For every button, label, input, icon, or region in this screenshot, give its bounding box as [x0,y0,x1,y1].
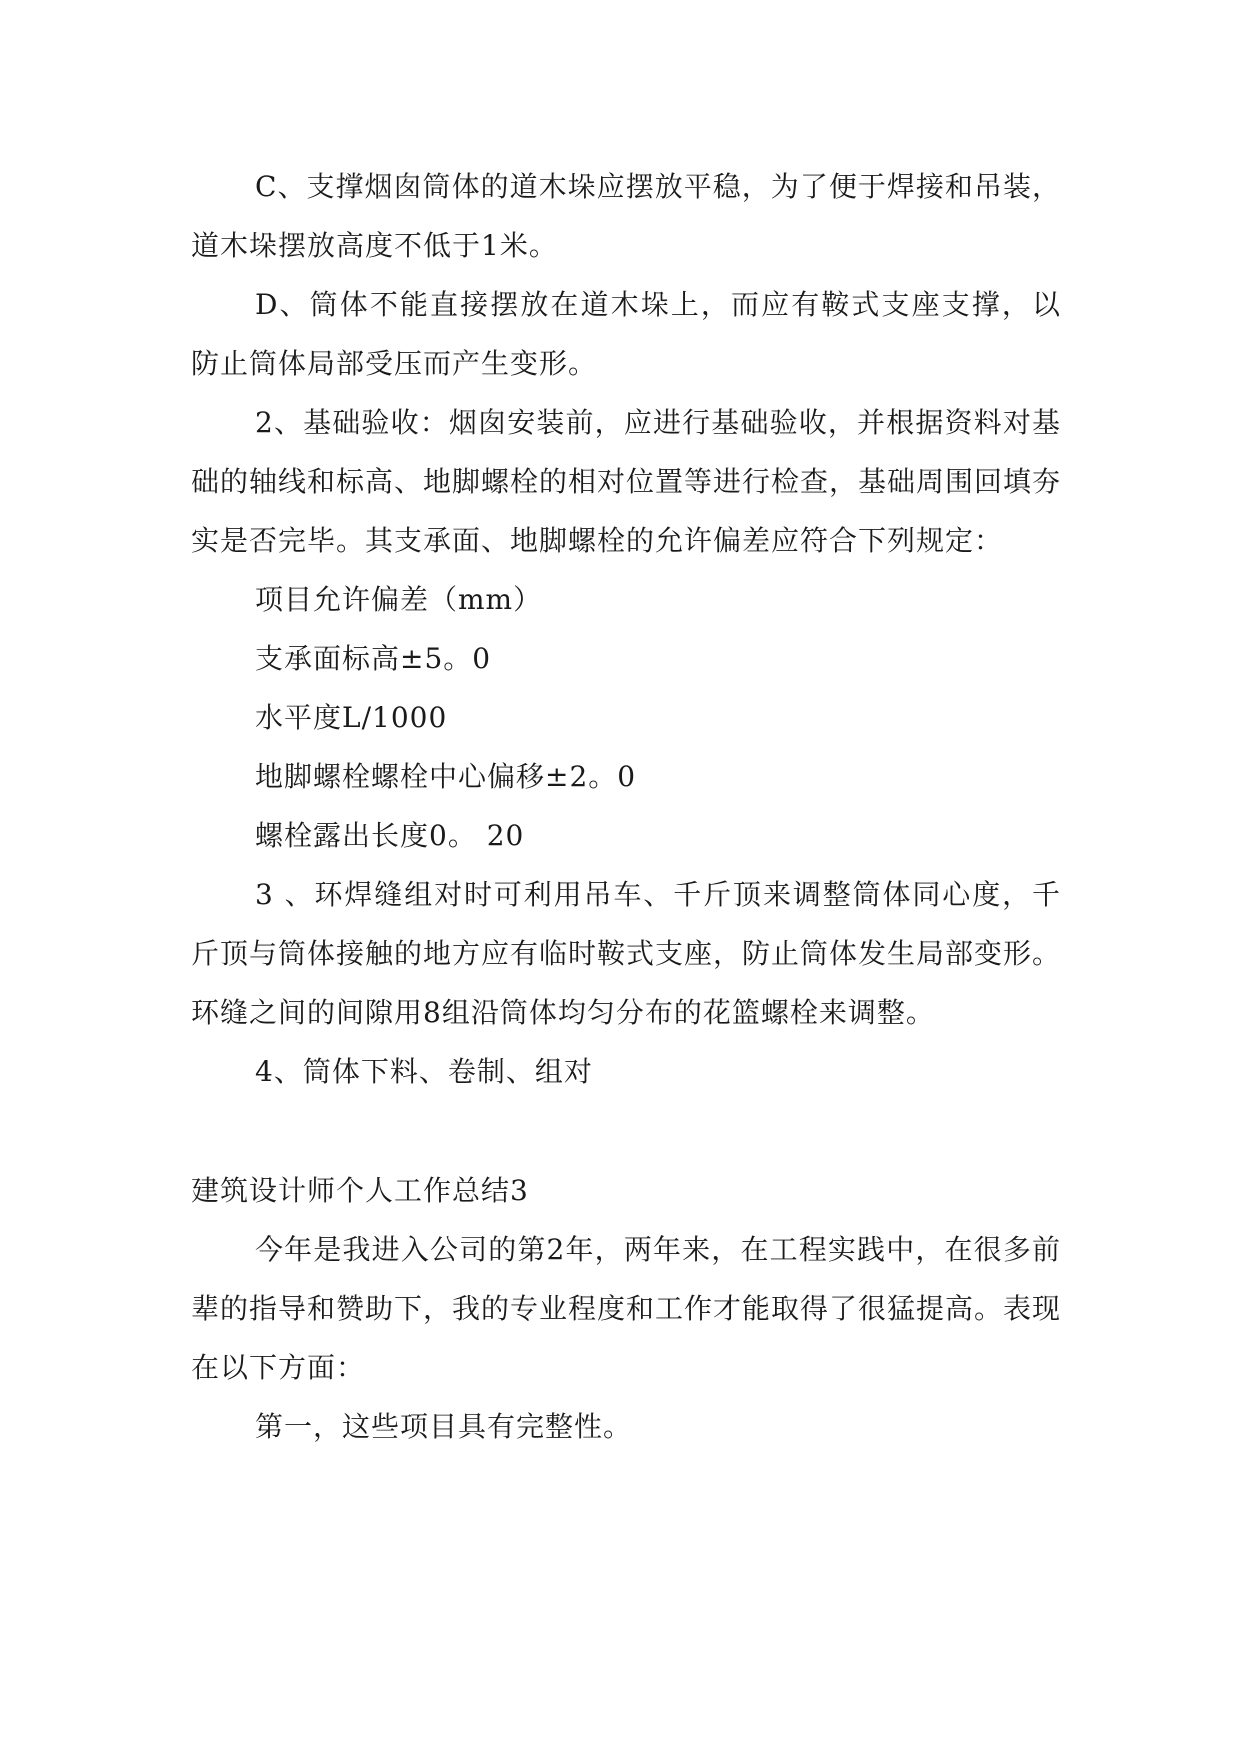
section-heading: 建筑设计师个人工作总结3 [191,1174,529,1207]
paragraph-summary-intro: 今年是我进入公司的第2年，两年来，在工程实践中，在很多前辈的指导和赞助下，我的专业程度和工作才能取得了很猛提高。表现在以下方面： [191,1233,1062,1384]
section-spacer [191,1101,1061,1161]
paragraph-support-blocks: C、支撑烟囱筒体的道木垛应摆放平稳，为了便于焊接和吊装，道木垛摆放高度不低于1米。 [191,170,1061,262]
list-item-levelness: 水平度L/1000 [255,701,448,734]
document-body [191,157,1061,1456]
paragraph-summary-first-point: 第一，这些项目具有完整性。 [255,1410,633,1443]
list-item-bearing-elevation: 支承面标高±5。0 [255,642,492,675]
paragraph-foundation-acceptance: 2、基础验收：烟囱安装前，应进行基础验收，并根据资料对基础的轴线和标高、地脚螺栓的相对位置等进行检查，基础周围回填夯实是否完毕。其支承面、地脚螺栓的允许偏差应符合下列规定： [191,406,1062,557]
paragraph-girth-weld: 3 、环焊缝组对时可利用吊车、千斤顶来调整筒体同心度，千斤顶与筒体接触的地方应有临时鞍式支座，防止筒体发生局部变形。环缝之间的间隙用8组沿筒体均匀分布的花篮螺栓来调整。 [191,878,1062,1029]
list-item-tolerance-header: 项目允许偏差（mm） [255,583,543,616]
list-item-bolt-length: 螺栓露出长度0。 20 [255,819,525,852]
paragraph-cylinder-fabrication: 4、筒体下料、卷制、组对 [255,1055,593,1088]
paragraph-saddle-support: D、筒体不能直接摆放在道木垛上，而应有鞍式支座支撑，以防止筒体局部受压而产生变形。 [191,288,1061,380]
list-item-bolt-offset: 地脚螺栓螺栓中心偏移±2。0 [255,760,637,793]
